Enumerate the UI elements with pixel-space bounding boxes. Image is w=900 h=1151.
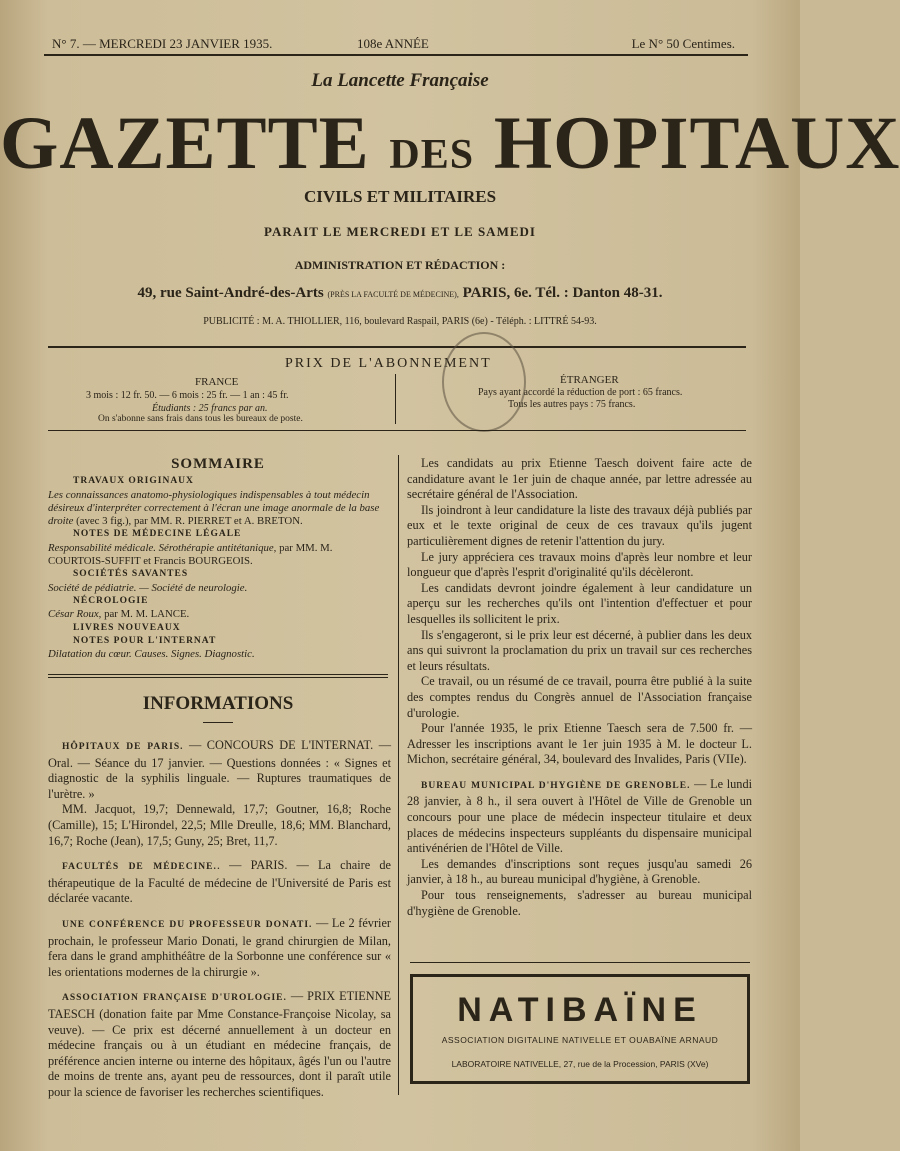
sommaire-heading: NOTES POUR L'INTERNAT bbox=[73, 635, 217, 646]
address-street: 49, rue Saint-André-des-Arts bbox=[137, 285, 324, 301]
issue-price: Le N° 50 Centimes. bbox=[631, 36, 735, 51]
abonnement-title: PRIX DE L'ABONNEMENT bbox=[285, 356, 492, 371]
france-rates: 3 mois : 12 fr. 50. — 6 mois : 25 fr. — 1 an : 45 fr. bbox=[86, 390, 289, 401]
info-paragraph-head: UNE CONFÉRENCE DU PROFESSEUR DONATI. bbox=[62, 919, 313, 930]
info-paragraph-head: ASSOCIATION FRANÇAISE D'UROLOGIE. bbox=[62, 993, 287, 1004]
issue-number: N° 7. — MERCREDI 23 JANVIER 1935. bbox=[52, 36, 273, 51]
ad-brand-name: NATIBAÏNE bbox=[457, 991, 703, 1029]
right-paragraph: Les candidats au prix Etienne Taesch doivent faire acte de candidature avant le 1er juin de chaque année, par lettre adressée au secrétaire général de l'Association. bbox=[407, 456, 752, 502]
etranger-rate-2: Tous les autres pays : 75 francs. bbox=[508, 399, 636, 410]
info-paragraph: MM. Jacquot, 19,7; Dennewald, 17,7; Goutner, 16,8; Roche (Camille), 15; L'Hirondel, 22,5; Mlle Dreulle, 18,6; MM. Blanchard, 16,7; Roche (Jean), 17,5; Guny, 25; Bret, 11,7. bbox=[48, 802, 391, 848]
sommaire-entry bbox=[48, 542, 388, 569]
publicite-line: PUBLICITÉ : M. A. THIOLLIER, 116, boulevard Raspail, PARIS (6e) - Téléph. : LITTRÉ 54-93. bbox=[203, 316, 597, 327]
right-paragraph: Les candidats devront joindre également à leur candidature un aperçu sur les recherches qu'ils ont l'intention d'effectuer et pour lesquelles ils sollicitent le prix. bbox=[407, 580, 752, 626]
sommaire-entry-title: Les connaissances anatomo-physiologiques indispensables à tout médecin désireux d'interpréter correctement à l'écran une image anormale de la base droite bbox=[48, 488, 380, 528]
info-paragraph bbox=[48, 916, 391, 980]
info-paragraph-text: — PRIX ETIENNE TAESCH (donation faite par Mme Constance-Françoise Nicolay, sa veuve). — Ce prix est décerné annuellement à un docteur en médecine français ou à un étudiant en médecine français, de préférence ancien interne ou interne des hôpitaux, âgés l'un ou l'autre de moins de trente ans, ayant peu de ressources, dont il paraît utile pour la science de favoriser les recherches scientifiques. bbox=[48, 989, 391, 1099]
right-column bbox=[407, 456, 752, 919]
sommaire-entry-author: (avec 3 fig.), par MM. R. PIERRET et A. BRETON. bbox=[76, 515, 303, 528]
abonnement-rule-bottom bbox=[48, 430, 746, 431]
info-paragraph-text: — CONCOURS DE L'INTERNAT. — Oral. — Séance du 17 janvier. — Questions données : « Signes et diagnostic de la syphilis linguale. — Ruptures traumatiques de l'urètre. » bbox=[48, 738, 391, 801]
civils-militaires: CIVILS ET MILITAIRES bbox=[303, 187, 497, 206]
right-paragraph: Pour tous renseignements, s'adresser au bureau municipal d'hygiène de Grenoble. bbox=[407, 888, 752, 918]
library-stamp bbox=[442, 332, 526, 432]
address-note: (PRÈS LA FACULTÉ DE MÉDECINE), bbox=[327, 290, 459, 299]
right-paragraph-text: — Le lundi 28 janvier, à 8 h., il sera ouvert à l'Hôtel de Ville de Grenoble un concours pour une place de médecin inspecteur titulaire et deux places de médecins inspecteurs suppléants du dispensaire municipal antivénérien de l'Hôtel de Ville. bbox=[407, 776, 753, 856]
informations-column bbox=[48, 738, 391, 1100]
informations-title: INFORMATIONS bbox=[142, 693, 294, 714]
info-paragraph-head: FACULTÉS DE MÉDECINE. bbox=[62, 862, 217, 873]
address-city: PARIS, 6e. Tél. : Danton 48-31. bbox=[462, 285, 663, 301]
natibaine-advertisement bbox=[410, 974, 750, 1084]
info-paragraph bbox=[48, 858, 391, 907]
etudiants-rate: Étudiants : 25 francs par an. bbox=[152, 403, 268, 414]
sommaire-entry: Société de pédiatrie. — Société de neurologie. bbox=[48, 581, 248, 594]
top-rule bbox=[44, 54, 748, 56]
sans-frais: On s'abonne sans frais dans tous les bureaux de poste. bbox=[98, 414, 303, 424]
ad-rule bbox=[410, 962, 750, 963]
france-label: FRANCE bbox=[195, 376, 239, 388]
publication-days: PARAIT LE MERCREDI ET LE SAMEDI bbox=[264, 224, 536, 239]
newspaper-title bbox=[0, 102, 900, 195]
sommaire-section bbox=[48, 458, 388, 661]
title-hopitaux: HOPITAUX bbox=[493, 102, 900, 185]
sommaire-entry-author: par M. M. LANCE. bbox=[104, 608, 190, 621]
etranger-label: ÉTRANGER bbox=[560, 374, 619, 386]
sommaire-heading: NOTES DE MÉDECINE LÉGALE bbox=[73, 529, 242, 540]
right-paragraph: Ils s'engageront, si le prix leur est décerné, à publier dans les deux ans qui suivront la proclamation du prix un travail sur ces recherches et leurs résultats. bbox=[407, 627, 752, 673]
sommaire-entry-title: César Roux, bbox=[48, 608, 102, 621]
sommaire-entry bbox=[48, 608, 388, 621]
sommaire-heading: TRAVAUX ORIGINAUX bbox=[73, 476, 194, 487]
info-paragraph bbox=[48, 989, 391, 1100]
sommaire-heading: LIVRES NOUVEAUX bbox=[73, 622, 181, 633]
administration-label: ADMINISTRATION ET RÉDACTION : bbox=[294, 258, 506, 272]
abonnement-rule-top bbox=[48, 346, 746, 348]
informations-rule-a bbox=[48, 674, 388, 675]
sommaire-entry bbox=[48, 489, 388, 529]
etranger-rate-1: Pays ayant accordé la réduction de port : 65 francs. bbox=[478, 387, 683, 398]
sommaire-heading: NÉCROLOGIE bbox=[73, 595, 149, 606]
info-paragraph-head: HÔPITAUX DE PARIS. bbox=[62, 742, 184, 752]
title-gazette: GAZETTE bbox=[0, 102, 370, 185]
ad-laboratory: LABORATOIRE NATIVELLE, 27, rue de la Procession, PARIS (XVe) bbox=[451, 1059, 709, 1069]
right-paragraph: Le jury appréciera ces travaux moins d'après leur nombre et leur longueur que d'après l'esprit d'originalité qu'ils décèleront. bbox=[407, 549, 752, 580]
sommaire-entry-title: Responsabilité médicale. Sérothérapie antitétanique, bbox=[48, 541, 277, 554]
right-paragraph: Les demandes d'inscriptions sont reçues jusqu'au samedi 26 janvier, à 18 h., au bureau municipal d'hygiène, à Grenoble. bbox=[407, 856, 752, 887]
info-paragraph-text: — Le 2 février prochain, le professeur Mario Donati, le grand chirurgien de Milan, fera dans le grand amphithéâtre de la Sorbonne une conférence sur « les orientations modernes de la chirurgie ». bbox=[48, 915, 392, 979]
sommaire-entry: Dilatation du cœur. Causes. Signes. Diagnostic. bbox=[48, 648, 255, 661]
lancette-subtitle: La Lancette Française bbox=[311, 70, 489, 91]
abonnement-divider bbox=[395, 374, 396, 424]
year-label: 108e ANNÉE bbox=[357, 36, 429, 51]
info-paragraph-text: . — PARIS. — La chaire de thérapeutique de la Faculté de médecine de l'Université de Paris est déclarée vacante. bbox=[48, 858, 391, 906]
title-des: DES bbox=[389, 132, 475, 178]
right-paragraph-head: BUREAU MUNICIPAL D'HYGIÈNE DE GRENOBLE. bbox=[421, 780, 691, 791]
address-line bbox=[0, 285, 800, 302]
right-paragraph: Pour l'année 1935, le prix Etienne Taesch sera de 7.500 fr. — Adresser les inscriptions avant le 1er juin 1935 à M. le docteur L. Michon, secrétaire général, 34, boulevard des Invalides, Paris (VIIe). bbox=[407, 721, 752, 767]
info-paragraph bbox=[48, 738, 391, 802]
right-paragraph: Ils joindront à leur candidature la liste des travaux déjà publiés par eux et le texte original de ceux de ces travaux qu'ils jugent particulièrement dignes de retenir l'attention du jury. bbox=[407, 502, 752, 548]
sommaire-title: SOMMAIRE bbox=[171, 456, 265, 472]
column-divider bbox=[398, 455, 399, 1095]
right-paragraph: Ce travail, ou un résumé de ce travail, pourra être publié à la suite des comptes rendus du Congrès annuel de l'Association française d'urologie. bbox=[407, 674, 752, 720]
informations-rule-b bbox=[48, 677, 388, 678]
ad-association: ASSOCIATION DIGITALINE NATIVELLE ET OUABAÏNE ARNAUD bbox=[441, 1035, 719, 1045]
sommaire-heading: SOCIÉTÉS SAVANTES bbox=[73, 569, 189, 580]
sommaire-entry-author: par MM. M. COURTOIS-SUFFIT et Francis BOURGEOIS. bbox=[48, 541, 333, 568]
right-paragraph bbox=[407, 777, 752, 857]
informations-dash bbox=[203, 722, 233, 723]
